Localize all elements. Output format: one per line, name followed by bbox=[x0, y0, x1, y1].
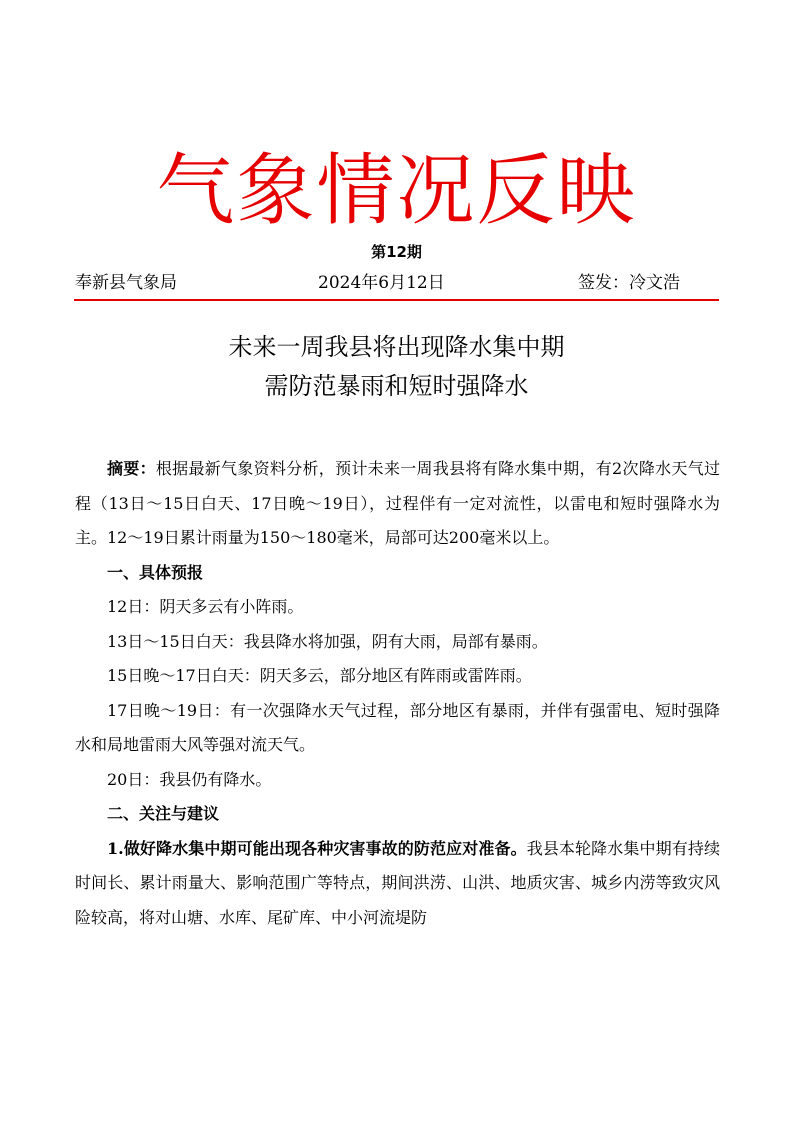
summary-label: 摘要： bbox=[107, 459, 156, 478]
section-heading-advice: 二、关注与建议 bbox=[107, 804, 220, 823]
forecast-item: 17日晚～19日：有一次强降水天气过程，部分地区有暴雨，并伴有强雷电、短时强降水和局地雷雨大风等强对流天气。 bbox=[75, 700, 720, 754]
headline-line-1: 未来一周我县将出现降水集中期 bbox=[228, 333, 565, 361]
summary-paragraph bbox=[75, 452, 720, 556]
header-divider bbox=[74, 299, 719, 301]
forecast-item: 15日晚～17日白天：阴天多云，部分地区有阵雨或雷阵雨。 bbox=[107, 666, 532, 685]
advice-item-1 bbox=[75, 832, 720, 936]
issue-number: 第12期 bbox=[371, 243, 422, 261]
masthead-title: 气象情况反映 bbox=[156, 146, 637, 236]
advice-item-1-lead: 1.做好降水集中期可能出现各种灾害事故的防范应对准备。 bbox=[107, 838, 527, 858]
forecast-item: 20日：我县仍有降水。 bbox=[107, 769, 272, 789]
document-body bbox=[75, 452, 720, 935]
forecast-item: 13日～15日白天：我县降水将加强，阴有大雨，局部有暴雨。 bbox=[107, 631, 548, 651]
headline-line-2: 需防范暴雨和短时强降水 bbox=[264, 372, 529, 400]
forecast-item: 12日：阴天多云有小阵雨。 bbox=[107, 597, 304, 616]
advice-item-1-text: 我县本轮降水集中期有持续时间长、累计雨量大、影响范围广等特点，期间洪涝、山洪、地质灾害、城乡内涝等致灾风险较高，将对山塘、水库、尾矿库、中小河流堤防 bbox=[75, 838, 720, 927]
issuing-organization: 奉新县气象局 bbox=[75, 273, 177, 293]
signer: 签发：冷文浩 bbox=[578, 273, 680, 293]
issue-date: 2024年6月12日 bbox=[318, 273, 445, 293]
section-heading-forecast: 一、具体预报 bbox=[107, 562, 204, 582]
summary-text: 根据最新气象资料分析，预计未来一周我县将有降水集中期，有2次降水天气过程（13日～15日白天、17日晚～19日），过程伴有一定对流性，以雷电和短时强降水为主。12～19日累计雨量为150～180毫米，局部可达200毫米以上。 bbox=[75, 459, 720, 547]
